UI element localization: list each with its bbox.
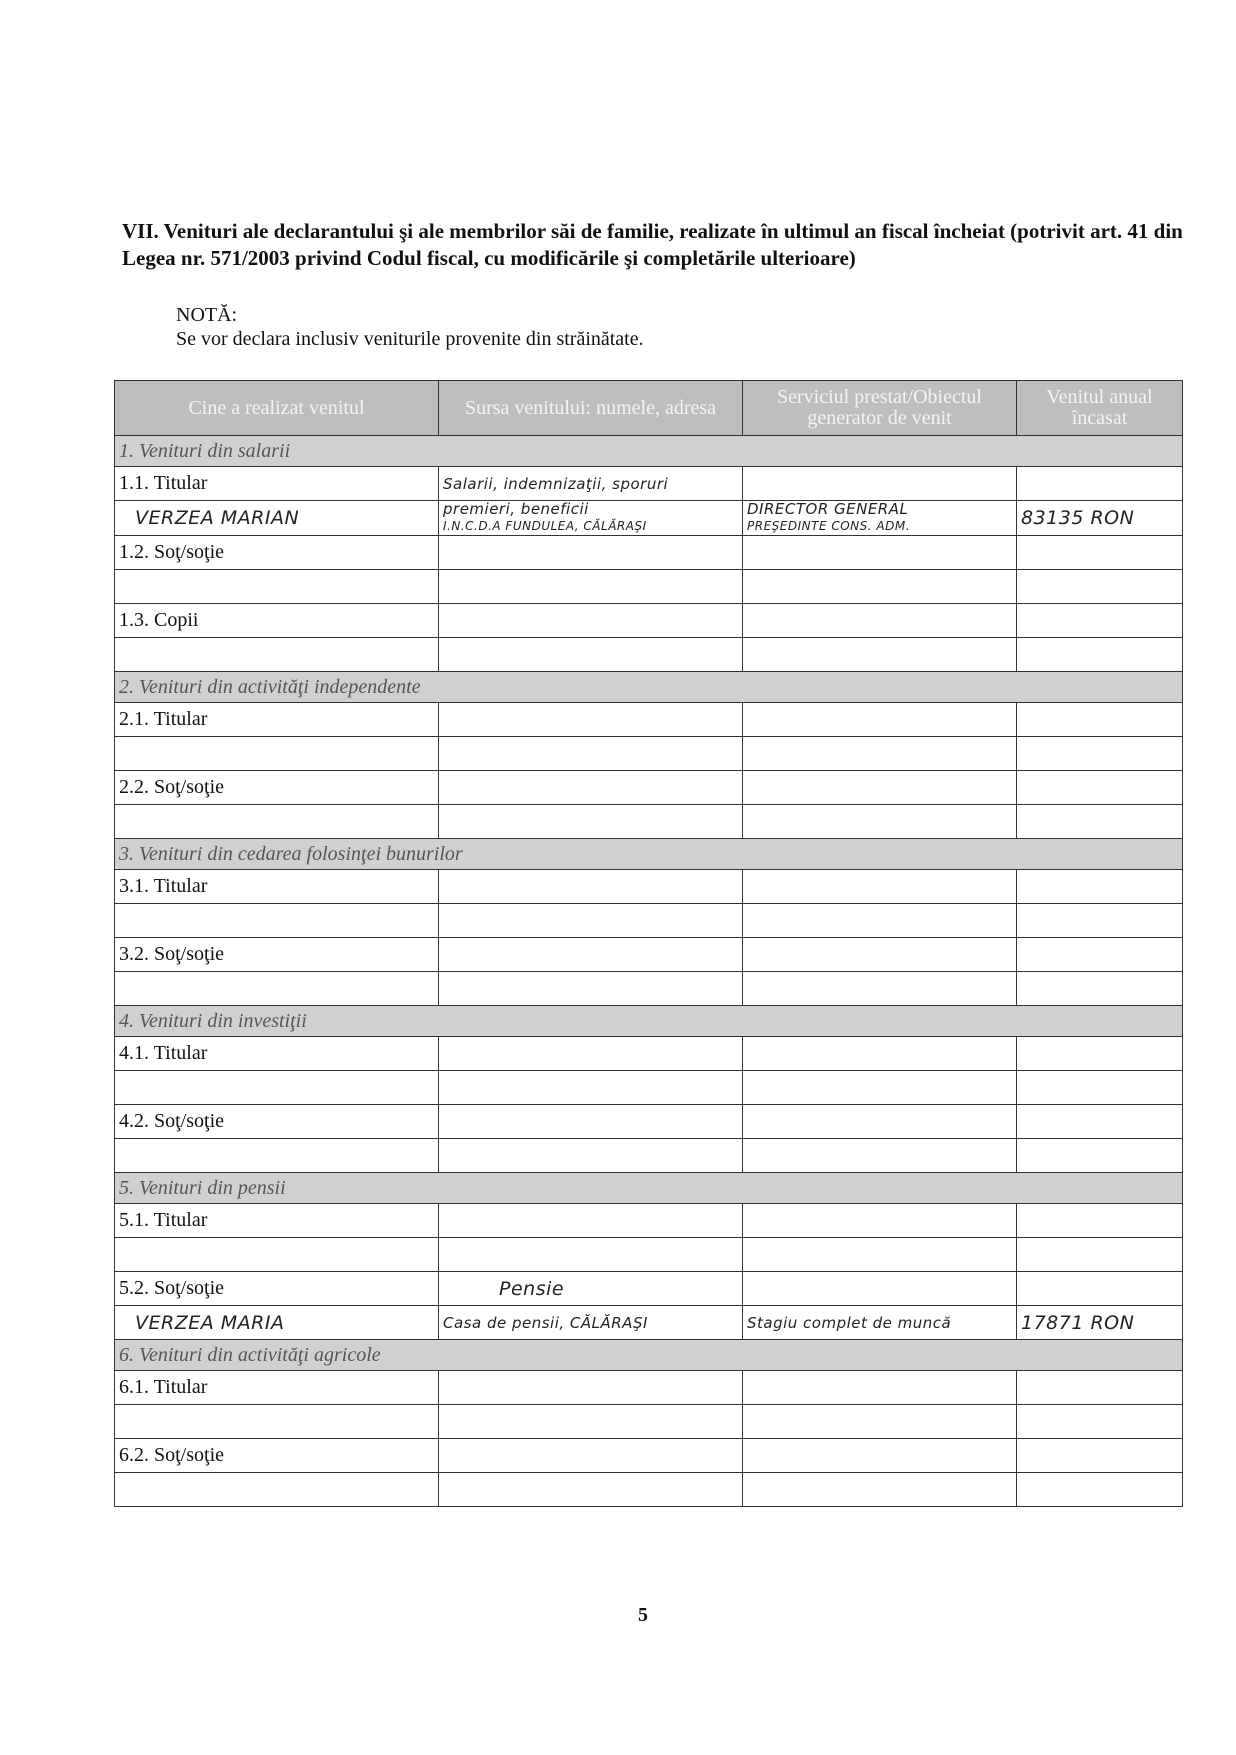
handwritten-amount: 83135 RON	[1017, 501, 1183, 536]
row-label: 1.1. Titular	[115, 467, 439, 501]
table-row	[115, 1105, 1183, 1139]
table-row	[115, 501, 1183, 536]
table-row	[115, 870, 1183, 904]
row-label: 2.2. Soţ/soţie	[115, 771, 439, 805]
section-title: 6. Venituri din activităţi agricole	[115, 1340, 1183, 1371]
income-table	[114, 380, 1183, 1507]
table-row	[115, 1238, 1183, 1272]
table-row	[115, 1139, 1183, 1173]
row-label: 5.1. Titular	[115, 1204, 439, 1238]
handwritten-pension-label: Pensie	[439, 1272, 743, 1306]
section-title: 5. Venituri din pensii	[115, 1173, 1183, 1204]
row-label: 4.2. Soţ/soţie	[115, 1105, 439, 1139]
handwritten-source: premieri, beneficii I.N.C.D.A FUNDULEA, CĂLĂRAŞI	[439, 501, 743, 536]
table-row	[115, 1306, 1183, 1340]
row-label: 1.3. Copii	[115, 604, 439, 638]
handwritten-amount: 17871 RON	[1017, 1306, 1183, 1340]
section-heading: VII. Venituri ale declarantului şi ale membrilor săi de familie, realizate în ultimul an fiscal încheiat (potrivit art. 41 din Legea nr. 571/2003 privind Codul fiscal, cu modificările şi completările ulterioare)	[122, 219, 1183, 270]
section-row	[115, 436, 1183, 467]
row-label: 3.1. Titular	[115, 870, 439, 904]
section-title: 4. Venituri din investiţii	[115, 1006, 1183, 1037]
page-number: 5	[638, 1604, 648, 1626]
table-row	[115, 1204, 1183, 1238]
note-label: NOTĂ:	[176, 304, 238, 326]
table-header	[115, 381, 1183, 436]
row-label: 2.1. Titular	[115, 703, 439, 737]
table-row	[115, 1439, 1183, 1473]
table-row	[115, 805, 1183, 839]
row-label: 3.2. Soţ/soţie	[115, 938, 439, 972]
note-text: Se vor declara inclusiv veniturile provenite din străinătate.	[176, 328, 644, 350]
handwritten-source: Casa de pensii, CĂLĂRAŞI	[439, 1306, 743, 1340]
row-label: 1.2. Soţ/soţie	[115, 536, 439, 570]
table-row	[115, 536, 1183, 570]
table-row	[115, 737, 1183, 771]
col-header-service: Serviciul prestat/Obiectul generator de venit	[743, 381, 1017, 436]
section-row	[115, 1006, 1183, 1037]
handwritten-name: VERZEA MARIA	[115, 1306, 439, 1340]
table-row	[115, 972, 1183, 1006]
handwritten-service: Stagiu complet de muncă	[743, 1306, 1017, 1340]
table-row	[115, 1371, 1183, 1405]
section-title: 1. Venituri din salarii	[115, 436, 1183, 467]
table-row	[115, 638, 1183, 672]
table-row	[115, 570, 1183, 604]
table-row	[115, 1405, 1183, 1439]
section-row	[115, 672, 1183, 703]
section-title: 2. Venituri din activităţi independente	[115, 672, 1183, 703]
handwritten-name: VERZEA MARIAN	[115, 501, 439, 536]
col-header-earner: Cine a realizat venitul	[115, 381, 439, 436]
table-row	[115, 604, 1183, 638]
section-row	[115, 1340, 1183, 1371]
row-label: 6.1. Titular	[115, 1371, 439, 1405]
section-row	[115, 839, 1183, 870]
table-row	[115, 1037, 1183, 1071]
table-row	[115, 467, 1183, 501]
table-row	[115, 1473, 1183, 1507]
table-row	[115, 904, 1183, 938]
handwritten-source: Salarii, indemnizaţii, sporuri	[439, 467, 743, 501]
row-label: 5.2. Soţ/soţie	[115, 1272, 439, 1306]
col-header-source: Sursa venitului: numele, adresa	[439, 381, 743, 436]
table-row	[115, 1272, 1183, 1306]
table-row	[115, 938, 1183, 972]
table-row	[115, 703, 1183, 737]
section-row	[115, 1173, 1183, 1204]
handwritten-service: DIRECTOR GENERAL PREŞEDINTE CONS. ADM.	[743, 501, 1017, 536]
row-label: 4.1. Titular	[115, 1037, 439, 1071]
col-header-amount: Venitul anual încasat	[1017, 381, 1183, 436]
section-title: 3. Venituri din cedarea folosinţei bunurilor	[115, 839, 1183, 870]
row-label: 6.2. Soţ/soţie	[115, 1439, 439, 1473]
table-row	[115, 771, 1183, 805]
table-row	[115, 1071, 1183, 1105]
